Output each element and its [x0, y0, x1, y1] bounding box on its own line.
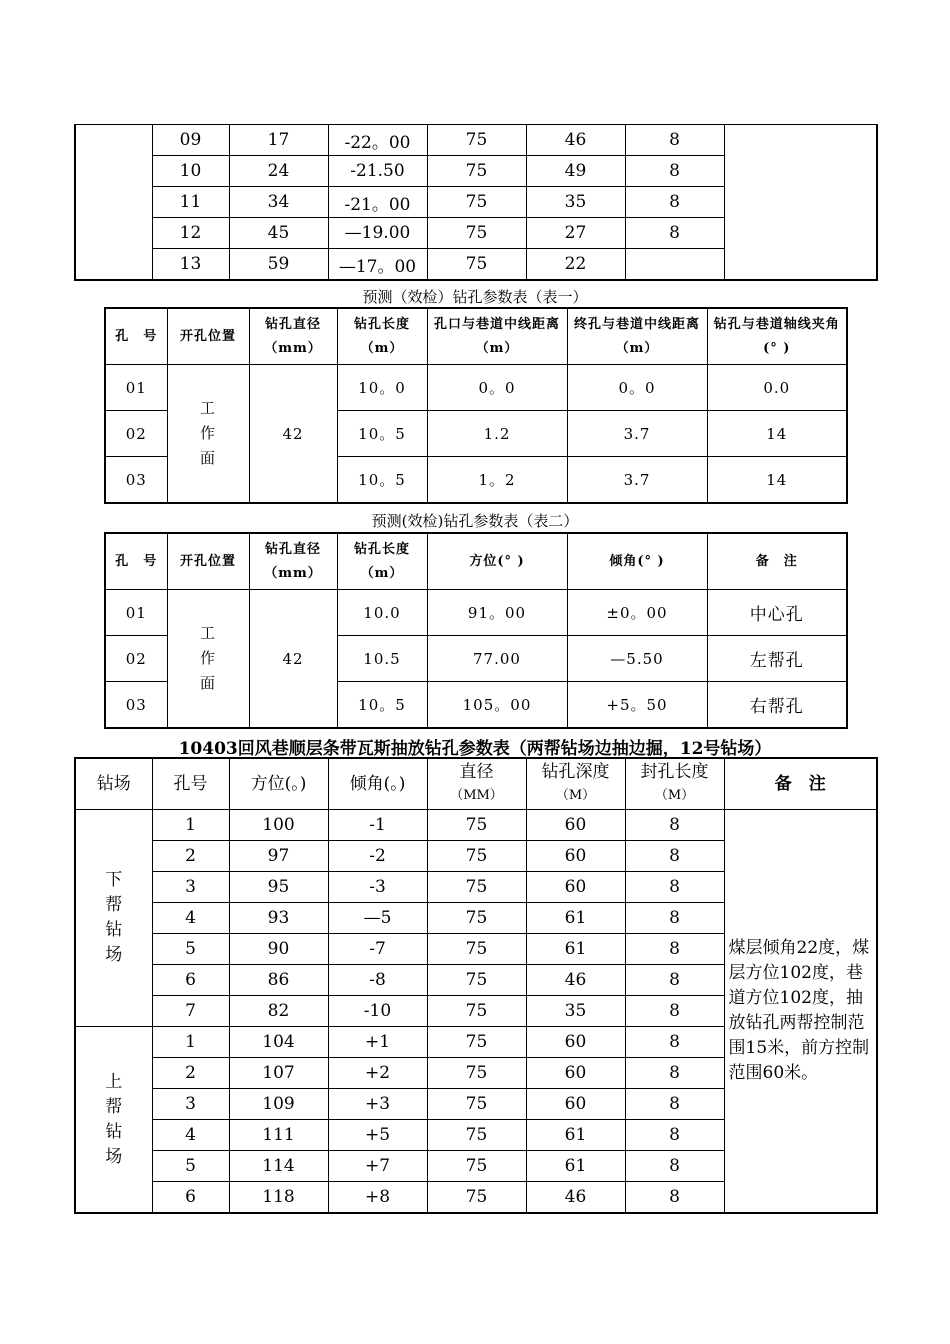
cell-end: 0。0 [567, 365, 707, 411]
table-cell: 09 [152, 125, 229, 156]
cell-remark: 中心孔 [707, 590, 847, 636]
table-cell: 75 [427, 872, 526, 903]
table3-header-row [75, 758, 877, 810]
header-remarks: 备 注 [724, 758, 877, 810]
table1-header-row [105, 308, 847, 365]
header-hole-no: 孔 号 [105, 308, 167, 365]
table-cell: +8 [328, 1182, 427, 1214]
table-cell: 75 [427, 1151, 526, 1182]
cell-lower-site: 下 帮 钻 场 [75, 810, 152, 1027]
table-cell: 8 [625, 1089, 724, 1120]
table-cell: 10 [152, 156, 229, 187]
header-azimuth: 方位(° ) [427, 533, 567, 590]
table-cell: -10 [328, 996, 427, 1027]
cell-length: 10。0 [337, 365, 427, 411]
table-cell: 75 [427, 1120, 526, 1151]
table-cell: 95 [229, 872, 328, 903]
table-cell: 75 [427, 903, 526, 934]
table-cell: 8 [625, 810, 724, 841]
table-cell: 3 [152, 1089, 229, 1120]
table-cell: 3 [152, 872, 229, 903]
cell-site-blank [75, 125, 152, 281]
table-cell: 8 [625, 934, 724, 965]
table-cell: 75 [427, 187, 526, 218]
table-cell: 11 [152, 187, 229, 218]
table-cell: 7 [152, 996, 229, 1027]
table-cell: 61 [526, 903, 625, 934]
table-cell: 75 [427, 1058, 526, 1089]
cell-length: 10。5 [337, 411, 427, 457]
table-cell: 75 [427, 1027, 526, 1058]
table-cell: 86 [229, 965, 328, 996]
table-cell: 49 [526, 156, 625, 187]
table-cell: 82 [229, 996, 328, 1027]
table-cell: 75 [427, 965, 526, 996]
cell-remark: 左帮孔 [707, 636, 847, 682]
table-cell: 22 [526, 249, 625, 281]
table1 [104, 307, 848, 504]
table-cell: -2 [328, 841, 427, 872]
table2-caption: 预测(效检)钻孔参数表（表二） [371, 512, 579, 530]
table-cell: 5 [152, 1151, 229, 1182]
cell-remark: 右帮孔 [707, 682, 847, 729]
cell-mouth: 1.2 [427, 411, 567, 457]
header-diameter: 直径 （MM） [427, 758, 526, 810]
table-cell: 17 [229, 125, 328, 156]
table-cell: 24 [229, 156, 328, 187]
table-cell: 46 [526, 965, 625, 996]
table-cell: —17。00 [328, 249, 427, 281]
table-cell: -22。00 [328, 125, 427, 156]
table-cell: +7 [328, 1151, 427, 1182]
table-cell: 61 [526, 934, 625, 965]
table-cell: 60 [526, 810, 625, 841]
header-position: 开孔位置 [167, 533, 249, 590]
table-cell: 60 [526, 1058, 625, 1089]
table2 [104, 532, 848, 729]
table-cell: -21。00 [328, 187, 427, 218]
table-cell: 90 [229, 934, 328, 965]
table-cell: 13 [152, 249, 229, 281]
table-cell: 46 [526, 125, 625, 156]
cell-angle: 0.0 [707, 365, 847, 411]
table-cell: -7 [328, 934, 427, 965]
table-cell: 2 [152, 1058, 229, 1089]
cell-length: 10。5 [337, 682, 427, 729]
table-cell: 75 [427, 125, 526, 156]
cell-end: 3.7 [567, 411, 707, 457]
table2-header-row [105, 533, 847, 590]
cell-length: 10。5 [337, 457, 427, 504]
cell-position: 工 作 面 [167, 365, 249, 504]
table-cell: 8 [625, 187, 724, 218]
table-cell: 60 [526, 1027, 625, 1058]
table-cell: -21.50 [328, 156, 427, 187]
table-cell: +3 [328, 1089, 427, 1120]
table-cell: 75 [427, 1089, 526, 1120]
table-cell: 8 [625, 125, 724, 156]
cell-diameter: 42 [249, 590, 337, 729]
table-cell: 60 [526, 872, 625, 903]
cell-hole: 01 [105, 590, 167, 636]
cell-azimuth: 105。00 [427, 682, 567, 729]
table-cell: 4 [152, 903, 229, 934]
table-cell: 75 [427, 841, 526, 872]
table-cell: 45 [229, 218, 328, 249]
table-cell: +2 [328, 1058, 427, 1089]
table-cell: 8 [625, 872, 724, 903]
table-cell: 5 [152, 934, 229, 965]
table-cell: -1 [328, 810, 427, 841]
header-length: 钻孔长度 （m） [337, 308, 427, 365]
table-cell: —5 [328, 903, 427, 934]
table3-title: 10403回风巷顺层条带瓦斯抽放钻孔参数表（两帮钻场边抽边掘，12号钻场） [178, 739, 772, 759]
table-cell: -8 [328, 965, 427, 996]
table-cell: 2 [152, 841, 229, 872]
header-inclination: 倾角(。) [328, 758, 427, 810]
table-cell: 8 [625, 903, 724, 934]
cell-length: 10.5 [337, 636, 427, 682]
table1-caption: 预测（效检）钻孔参数表（表一） [362, 288, 588, 306]
header-end-distance: 终孔与巷道中线距离 （m） [567, 308, 707, 365]
cell-mouth: 0。0 [427, 365, 567, 411]
table-cell: 107 [229, 1058, 328, 1089]
table-cell: 34 [229, 187, 328, 218]
table-cell: 118 [229, 1182, 328, 1214]
table-row [75, 810, 877, 841]
table-cell: 75 [427, 1182, 526, 1214]
header-inclination: 倾角(° ) [567, 533, 707, 590]
cell-remark-blank [724, 125, 877, 281]
table-cell: 8 [625, 996, 724, 1027]
header-azimuth: 方位(。) [229, 758, 328, 810]
table-cell: 4 [152, 1120, 229, 1151]
header-hole-no: 孔 号 [105, 533, 167, 590]
table-cell: 75 [427, 996, 526, 1027]
table-cell: 8 [625, 841, 724, 872]
table-cell: 6 [152, 965, 229, 996]
table-cell [625, 249, 724, 281]
table3 [74, 757, 878, 1214]
table-cell: 59 [229, 249, 328, 281]
cell-length: 10.0 [337, 590, 427, 636]
table-cell: 97 [229, 841, 328, 872]
table-cell: 46 [526, 1182, 625, 1214]
table-cell: 8 [625, 1151, 724, 1182]
header-position: 开孔位置 [167, 308, 249, 365]
header-mouth-distance: 孔口与巷道中线距离 （m） [427, 308, 567, 365]
table-cell: 8 [625, 218, 724, 249]
table-cell: 109 [229, 1089, 328, 1120]
table-cell: 111 [229, 1120, 328, 1151]
table-cell: 60 [526, 1089, 625, 1120]
header-diameter: 钻孔直径 （mm） [249, 533, 337, 590]
table-row [105, 365, 847, 411]
table-cell: 75 [427, 218, 526, 249]
table-row [75, 125, 877, 156]
table-cell: +5 [328, 1120, 427, 1151]
header-remarks: 备 注 [707, 533, 847, 590]
table-cell: 8 [625, 1120, 724, 1151]
table-cell: 61 [526, 1151, 625, 1182]
cell-hole: 02 [105, 411, 167, 457]
table-cell: 100 [229, 810, 328, 841]
cell-hole: 03 [105, 682, 167, 729]
table-cell: +1 [328, 1027, 427, 1058]
cell-hole: 02 [105, 636, 167, 682]
table-cell: 27 [526, 218, 625, 249]
cell-end: 3.7 [567, 457, 707, 504]
cell-hole: 01 [105, 365, 167, 411]
table-cell: 35 [526, 187, 625, 218]
table-cell: 8 [625, 156, 724, 187]
header-diameter: 钻孔直径 （mm） [249, 308, 337, 365]
table-cell: 8 [625, 1058, 724, 1089]
table-cell: 61 [526, 1120, 625, 1151]
continuation-table [74, 124, 878, 281]
table-cell: —19.00 [328, 218, 427, 249]
header-hole-no: 孔号 [152, 758, 229, 810]
table-cell: 75 [427, 810, 526, 841]
table-cell: 1 [152, 1027, 229, 1058]
cell-upper-site: 上 帮 钻 场 [75, 1027, 152, 1214]
table-cell: 60 [526, 841, 625, 872]
cell-azimuth: 91。00 [427, 590, 567, 636]
table-row [105, 590, 847, 636]
cell-position: 工 作 面 [167, 590, 249, 729]
header-angle: 钻孔与巷道轴线夹角 (° ) [707, 308, 847, 365]
cell-diameter: 42 [249, 365, 337, 504]
table-cell: 12 [152, 218, 229, 249]
table-cell: 75 [427, 934, 526, 965]
cell-hole: 03 [105, 457, 167, 504]
table-cell: 8 [625, 1182, 724, 1214]
table-cell: -3 [328, 872, 427, 903]
header-seal-length: 封孔长度 （M） [625, 758, 724, 810]
cell-note: 煤层倾角22度，煤层方位102度，巷道方位102度，抽放钻孔两帮控制范围15米，前方控制范围60米。 [724, 810, 877, 1214]
cell-mouth: 1。2 [427, 457, 567, 504]
cell-angle: 14 [707, 457, 847, 504]
table-cell: 93 [229, 903, 328, 934]
table-cell: 104 [229, 1027, 328, 1058]
table-cell: 1 [152, 810, 229, 841]
header-depth: 钻孔深度 （M） [526, 758, 625, 810]
header-site: 钻场 [75, 758, 152, 810]
cell-angle: 14 [707, 411, 847, 457]
table-cell: 35 [526, 996, 625, 1027]
table-cell: 75 [427, 156, 526, 187]
cell-azimuth: 77.00 [427, 636, 567, 682]
table-cell: 8 [625, 965, 724, 996]
table-cell: 6 [152, 1182, 229, 1214]
cell-inclination: ±0。00 [567, 590, 707, 636]
cell-inclination: +5。50 [567, 682, 707, 729]
table-cell: 8 [625, 1027, 724, 1058]
table-cell: 75 [427, 249, 526, 281]
table-cell: 114 [229, 1151, 328, 1182]
cell-inclination: —5.50 [567, 636, 707, 682]
header-length: 钻孔长度 （m） [337, 533, 427, 590]
